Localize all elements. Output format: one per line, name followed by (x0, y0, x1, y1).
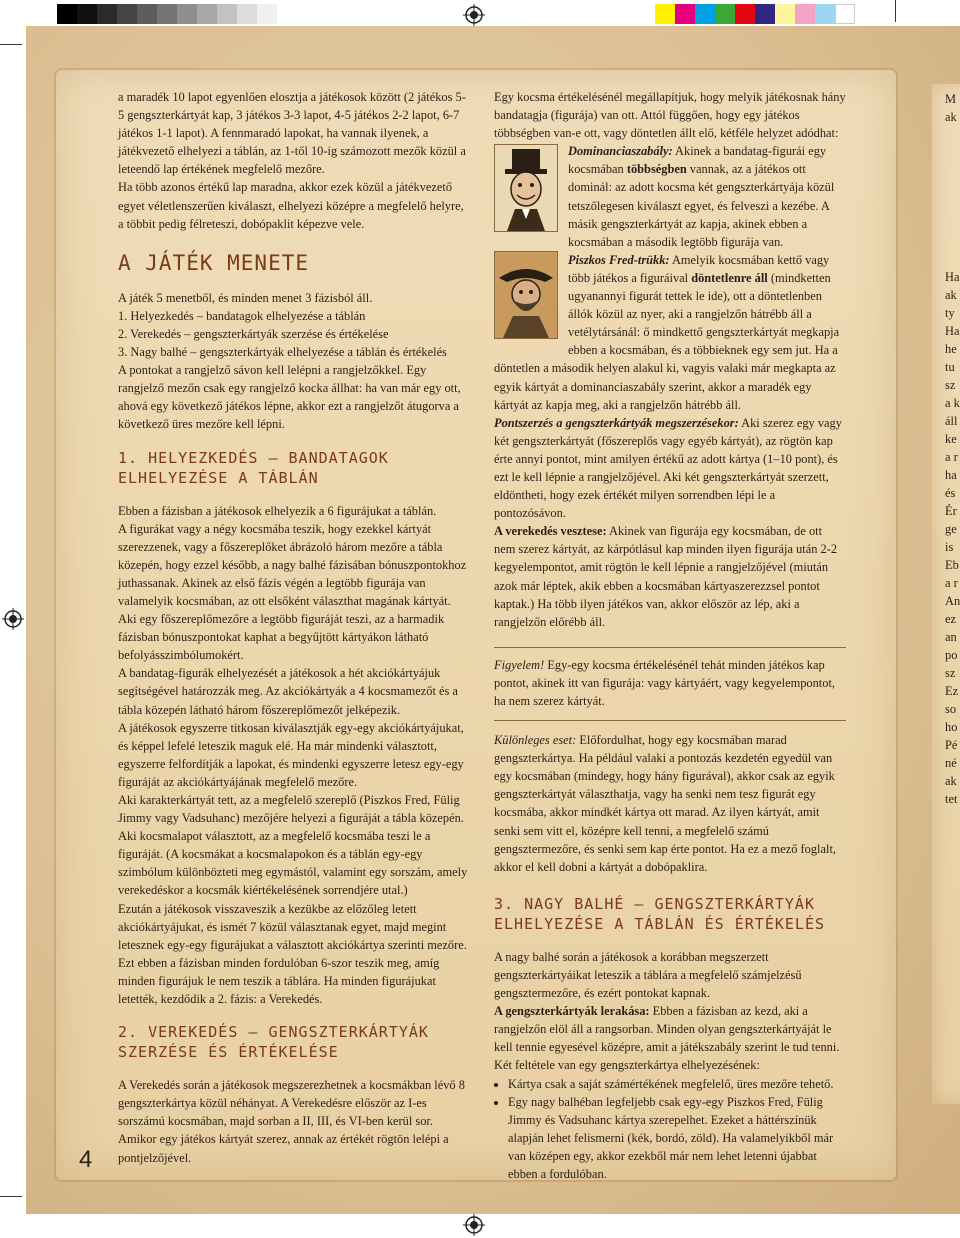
phase3-paragraph: A nagy balhé során a játékosok a korábban megszerzett gengszterkártyáikat leteszik a táblára a megfelelő számjelzésű gengsztermezőre, és ezért pontokat kapnak. (494, 949, 802, 1001)
scoring-rule (494, 414, 846, 523)
rule-emphasis: többségben (626, 162, 687, 177)
rule-text: vannak, az a játékos ott dominál: az adott kocsma két gengszterkártyája közül tetszőlegesen kiválaszt egyet, és felveszi a kezébe. A másik gengszterkártyát az kapja, akinek ebben a kocsmában a második legtöbb figurája van. (568, 162, 835, 249)
conditions-list (494, 1075, 846, 1184)
menet-line: 1. Helyezkedés – bandatagok elhelyezése a táblán (118, 308, 366, 323)
rule-text: Amelyik kocsmában kettő vagy több játékos a figuráival (568, 252, 830, 285)
side-text-fragment: ho (945, 720, 958, 734)
fred-character-portrait (494, 251, 558, 339)
phase1-paragraph: A figurákat vagy a négy kocsmába teszik, hogy ezekkel kártyát szerezzenek, vagy a főszereplőket ábrázoló három mezőre a tábla közepén, hogy ezzel később, a nagy balhé fázisában bónuszpontokhoz juthassanak. Akinek az első fázis végén a legtöbb figurája van valamelyik kocsmában, az ott elsőként választhat magának kártyát. Aki egy főszereplőmezőre a legtöbb figuráját teszi, az a harmadik fázisban bónuszpontokat kaphat a begyűjtött kártyákon látható befolyásszimbólumokért. (118, 521, 467, 663)
intro-paragraph-2: Ha több azonos értékű lap maradna, akkor ezek közül a játékvezető egyet véletlenszerűen kiválaszt, elhelyezi középre a megfelelő helyre, a többit pedig félreteszi, dobópaklit képezve vele. (118, 180, 464, 231)
special-case-note (494, 731, 846, 876)
menet-line: 2. Verekedés – gengszterkártyák szerzése és értékelése (118, 326, 389, 341)
registration-mark-icon (463, 4, 485, 26)
registration-mark-icon (2, 608, 24, 630)
note-text: Előfordulhat, hogy egy kocsmában marad gengszterkártya. Ha például valaki a pontozás kezdetén egyedül van egy kocsmában (mindegy, hogy hány figurával), akkor csak az egyik gengszterkártyát választhatja, vagy ha senki nem tesz figurát egy kocsmába, akkor mindkét kártya ott marad. Az ilyen kártyát, amit senki sem vitt el, középre kell tenni, a megfelelő számú gengsztermezőre, és senki sem kap érte pontot. Ha ez a mező foglalt, akkor el kell dobni a kártyát a dobópaklira. (494, 733, 836, 874)
side-text-fragment: a k (945, 396, 960, 410)
rule-text: Aki szerez egy vagy két gengszterkártyát (főszereplős vagy egyéb kártyát), az rögtön kap érte annyi pontot, mint amilyen értékű az adott kártya (1–10 pont), és ezt le kell lépnie a rangjelzőjével. Aki két gengszterkártyát szerzett, eldöntheti, hogy ezek értékét milyen sorrendben lépi le a pontozósávon. (494, 415, 842, 521)
section-heading-phase-3 (494, 894, 846, 934)
rule-text: Akinek van figurája egy kocsmában, de ott nem szerez kártyát, az kárpótlásul kap minden ilyen figurája után 2-2 kegyelempontot, amit rögtön le kell lépnie a rangjelzőjével (miután azok már léptek, akik ebben a kocsmában kártyaszerezzsel pontot kaptak.) Ha több ilyen játékos van, akkor először az lép, aki a rangjelzőn előrébb áll. (494, 524, 838, 629)
side-text-fragment: a r (945, 576, 958, 590)
divider (494, 647, 846, 648)
list-item: • Kártya csak a saját számértékének megfelelő, üres mezőre tehető. (508, 1075, 846, 1093)
side-text-fragment: ty (945, 306, 955, 320)
crop-mark (895, 0, 896, 22)
registration-mark-icon (463, 1214, 485, 1236)
side-text-fragment: ke (945, 432, 957, 446)
intro-paragraph: a maradék 10 lapot egyenlően elosztja a játékosok között (2 játékos 5-5 gengszterkártyát kap, 3 játékos 3-3 lapot, 4-5 játékos 2-2 lapot, 6-7 játékos 1-1 lapot). A fennmaradó lapokat, ha vannak ilyenek, a játékvezető elhelyezi a táblán, az 1-től 10-ig számozott mezők közül a leteendő lap értékének megfelelő mezőre. (118, 90, 466, 177)
side-text-fragment: he (945, 342, 957, 356)
side-text-fragment: tet (945, 792, 958, 806)
printer-color-bar (655, 4, 855, 24)
crop-mark (0, 44, 22, 45)
evaluation-paragraph: Egy kocsma értékelésénél megállapítjuk, hogy melyik játékosnak hány bandatagja (figurája) van ott. Attól függően, hogy egy játékos többségben van-e ott, vagy döntetlen állt elő, kétféle helyzet adódhat: (494, 90, 846, 141)
dominance-label: Dominanciaszabály: (568, 144, 673, 159)
left-column (118, 88, 470, 1167)
side-text-fragment: M (945, 92, 957, 106)
phase1-paragraph: A bandatag-figurák elhelyezését a játékosok a hét akciókártyájuk segítségével határozzák meg. Az akciókártyák a 4 kocsmamezőt és a tábla közepén látható három főszereplőmezőt jelképezik. (118, 666, 458, 717)
list-item: • Egy nagy balhéban legfeljebb csak egy-egy Piszkos Fred, Fülig Jimmy és Vadsuhanc kártya szerepelhet. Ezeket a háttérszínük alapján lehet felismerni (kék, bordó, zöld). Ha valamelyikből már van középen egy, akkor ezekből már nem lehet letenni újabbat ebben a fordulóban. (508, 1093, 846, 1183)
side-text-fragment: áll (945, 414, 958, 428)
scoring-label: Pontszerzés a gengszterkártyák megszerzésekor: (494, 415, 739, 430)
side-text-fragment: Ha (945, 270, 960, 284)
loser-label: A verekedés vesztese: (494, 524, 607, 539)
top-hat-character-portrait (494, 144, 558, 232)
printer-grayscale-bar (57, 4, 277, 24)
side-text-fragment: ez (945, 612, 956, 626)
side-text-fragment: és (945, 486, 956, 500)
side-text-fragment: an (945, 630, 957, 644)
side-text-fragment: ak (945, 288, 957, 302)
crop-mark (0, 1196, 22, 1197)
heading-line: SZERZÉSE ÉS ÉRTÉKELÉSE (118, 1043, 339, 1062)
attention-note (494, 656, 846, 710)
side-text-fragment: is (945, 540, 954, 554)
heading-line: 1. HELYEZKEDÉS – BANDATAGOK (118, 448, 389, 467)
right-column (494, 88, 846, 1183)
rule-text: (mindketten ugyanannyi figurát tettek le ide), ott a döntetlenben állók közül az nyer, aki a rangjelzőn hátrébb áll a vetélytársánál: ő mindkettő gengszterkártyát megkapja ebben a kocsmában, és a többieknek egy sem jut. Ha a döntetlen a második helyen alakul ki, vagyis valaki már megkapta az egyik kártyát a dominanciaszabály szerint, akkor a maradék egy kártyát az kapja meg, aki a rangjelzőn hátrébb áll. (494, 270, 840, 412)
menet-line: A játék 5 menetből, és minden menet 3 fázisból áll. (118, 290, 373, 305)
page-number: 4 (79, 1146, 93, 1173)
side-text-fragment: ha (945, 468, 957, 482)
side-text-fragment: Ha (945, 324, 960, 338)
phase1-paragraph: Ezután a játékosok visszaveszik a kezükbe az előzőleg letett akciókártyájukat, és ismét 7 közül választanak egyet, majd megint letesznek egy-egy figurájukat a választott akciókártya szerinti mezőre. (118, 901, 467, 952)
rule-text: Ebben a fázisban az kezd, aki a rangjelzőn elöl áll a rangsorban. Minden olyan gengszterkártyáját le kell tennie egyesével középre, amit a játékszabály szerint le tud tenni. (494, 1004, 840, 1055)
side-text-fragment: po (945, 648, 958, 662)
side-text-fragment: Ér (945, 504, 957, 518)
fred-trick-label: Piszkos Fred-trükk: (568, 252, 670, 267)
section-heading-phase-2 (118, 1022, 470, 1062)
rule-text: Akinek a bandatag-figurái egy kocsmában (568, 144, 827, 177)
divider (494, 720, 846, 721)
phase2-paragraph: A Verekedés során a játékosok megszerezhetnek a kocsmákban lévő 8 gengszterkártya közül néhányat. A Verekedésre először az I-es sorszámú kocsmában, majd sorban a II, III, és VI-ben kerül sor. Amikor egy játékos kártyát szerez, annak az értékét rögtön lelépi a pontjelzőjével. (118, 1078, 465, 1165)
attention-label: Figyelem! (494, 657, 545, 672)
section-heading-game-flow: A JÁTÉK MENETE (118, 250, 310, 275)
heading-line: 2. VEREKEDÉS – GENGSZTERKÁRTYÁK (118, 1023, 429, 1042)
side-text-fragment: so (945, 702, 957, 716)
side-text-fragment: Eb (945, 558, 959, 572)
phase1-paragraph: Aki karakterkártyát tett, az a megfelelő szereplő (Piszkos Fred, Fülig Jimmy vagy Vadsuhanc) mezőjére helyezi a figuráját a tábla közepén. Aki kocsmalapot választott, az a megfelelő kocsmába teszi le a figuráját. (A kocsmákat a kocsmalapokon és a táblán egy-egy szimbólum különbözteti meg egymástól, valamint egy sorszám, amely verekedéskor a kocsmák kiértékelésének sorrendjére utal.) (118, 793, 468, 898)
side-text-fragment: Ez (945, 684, 959, 698)
special-case-label: Különleges eset: (494, 733, 577, 748)
side-text-fragment: Pé (945, 738, 958, 752)
rule-emphasis: döntetlenre áll (691, 270, 768, 285)
heading-line: 3. NAGY BALHÉ – GENGSZTERKÁRTYÁK (494, 894, 815, 913)
side-text-fragment: a r (945, 450, 958, 464)
conditions-intro: Két feltétele van egy gengszterkártya elhelyezésének: (494, 1058, 760, 1073)
side-text-fragment: tu (945, 360, 955, 374)
placement-label: A gengszterkártyák lerakása: (494, 1004, 650, 1019)
side-text-fragment: ge (945, 522, 957, 536)
menet-line: 3. Nagy balhé – gengszterkártyák elhelyezése a táblán és értékelés (118, 345, 447, 360)
heading-line: ELHELYEZÉSE A TÁBLÁN ÉS ÉRTÉKELÉS (494, 914, 826, 933)
heading-line: ELHELYEZÉSE A TÁBLÁN (118, 468, 319, 487)
side-text-fragment: An (945, 594, 960, 608)
note-text: Egy-egy kocsma értékelésénél tehát minden játékos kap pontot, akinek itt van figurája: vagy kártyáért, vagy kegyelempontot, ha nem szerez kártyát. (494, 657, 835, 708)
phase1-paragraph: Ebben a fázisban a játékosok elhelyezik a 6 figurájukat a táblán. (118, 503, 437, 518)
side-text-fragment: ak (945, 774, 957, 788)
side-text-fragment: sz (945, 666, 956, 680)
side-text-fragment: ak (945, 110, 957, 124)
placement-rule (494, 1002, 846, 1056)
side-text-fragment: sz (945, 378, 956, 392)
section-heading-phase-1 (118, 448, 470, 488)
phase1-paragraph: A játékosok egyszerre titkosan kiválasztják egy-egy akciókártyájukat, és képpel lefelé leteszik maguk elé. Ha már mindenki választott, egyszerre felfordítják a lapokat, és mindenki egyszerre letesz egy-egy figuráját az akciókártyájának megfelelő mezőre. (118, 720, 464, 789)
loser-rule (494, 522, 846, 631)
side-text-fragment: né (945, 756, 957, 770)
phase1-paragraph: Ezt ebben a fázisban minden fordulóban 6-szor teszik meg, amíg minden figurájuk le nem teszik a táblára. Ha minden figurájukat letették, kezdődik a 2. fázis: a Verekedés. (118, 955, 440, 1007)
menet-paragraph: A pontokat a rangjelző sávon kell lelépni a rangjelzőkkel. Egy rangjelző mezőn csak egy rangjelző kocka állhat: ha van már egy ott, ahová egy következő játékos lépne, akkor ezt a rangjelzőt átugorva a következő üres mezőre kell lépni. (118, 363, 461, 432)
